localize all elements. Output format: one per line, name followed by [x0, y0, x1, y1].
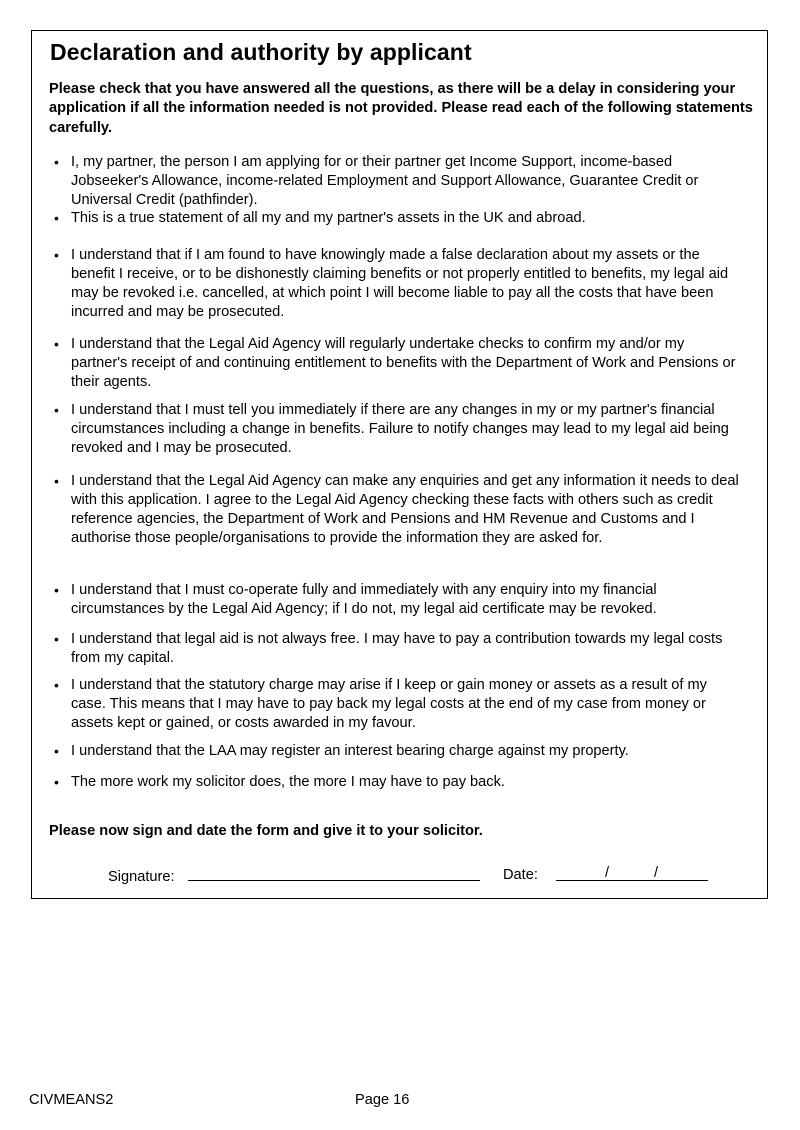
- statement-item: [54, 630, 744, 668]
- bullet-icon: •: [54, 743, 59, 759]
- bullet-icon: •: [54, 582, 59, 598]
- statement-item: [54, 246, 744, 322]
- bullet-icon: •: [54, 473, 59, 489]
- bullet-icon: •: [54, 336, 59, 352]
- statement-item: [54, 773, 744, 792]
- statement-text: I, my partner, the person I am applying for or their partner get Income Support, income-based Jobseeker's Allowance, income-related Employment and Support Allowance, Guarantee Credit or Universal Credit (pathfinder).: [71, 154, 699, 208]
- statement-text: This is a true statement of all my and my partner's assets in the UK and abroad.: [71, 210, 586, 226]
- statement-text: I understand that I must tell you immediately if there are any changes in my or my partner's financial circumstances including a change in benefits. Failure to notify changes may lead to my legal aid being revoked and I may be prosecuted.: [71, 402, 729, 456]
- statement-text: I understand that the statutory charge may arise if I keep or gain money or assets as a result of my case. This means that I may have to pay back my legal costs at the end of my case from money or assets kept or gained, or costs awarded in my favour.: [71, 677, 707, 731]
- statement-text: I understand that the Legal Aid Agency can make any enquiries and get any information it needs to deal with this application. I agree to the Legal Aid Agency checking these facts with others such as credit reference agencies, the Department of Work and Pensions and HM Revenue and Customs and I authorise those people/organisations to provide the information they are asked for.: [71, 473, 739, 546]
- statement-item: [54, 581, 744, 619]
- form-code: CIVMEANS2: [29, 1092, 114, 1108]
- signature-field[interactable]: [188, 880, 480, 881]
- bullet-icon: •: [54, 631, 59, 647]
- section-title: Declaration and authority by applicant: [50, 39, 472, 65]
- statement-text: I understand that the Legal Aid Agency will regularly undertake checks to confirm my and/or my partner's receipt of and continuing entitlement to benefits with the Department of Work and Pensions or their agents.: [71, 336, 736, 390]
- statement-text: I understand that if I am found to have knowingly made a false declaration about my assets or the benefit I receive, or to be dishonestly claiming benefits or not properly entitled to benefits, my legal aid may be revoked i.e. cancelled, at which point I will become liable to pay all the costs that have been incurred and may be prosecuted.: [71, 247, 729, 320]
- page-number: Page 16: [355, 1092, 410, 1108]
- statement-item: [54, 335, 744, 392]
- statement-item: [54, 742, 744, 761]
- statement-item: [54, 676, 744, 733]
- declaration-box: [31, 30, 768, 899]
- date-separator: /: [654, 865, 659, 881]
- intro-text: Please check that you have answered all the questions, as there will be a delay in considering your application if all the information needed is not provided. Please read each of the following statements carefully.: [49, 81, 753, 136]
- statement-text: I understand that the LAA may register an interest bearing charge against my property.: [71, 743, 629, 759]
- bullet-icon: •: [54, 774, 59, 790]
- bullet-icon: •: [54, 677, 59, 693]
- statement-text: I understand that legal aid is not always free. I may have to pay a contribution towards my legal costs from my capital.: [71, 631, 723, 666]
- statement-item: [54, 209, 744, 228]
- closing-instruction: Please now sign and date the form and give it to your solicitor.: [49, 823, 483, 839]
- date-field[interactable]: [556, 880, 708, 881]
- bullet-icon: •: [54, 154, 59, 170]
- signature-label: Signature:: [108, 869, 175, 885]
- date-label: Date:: [503, 867, 538, 883]
- date-separator: /: [605, 865, 610, 881]
- bullet-icon: •: [54, 210, 59, 226]
- bullet-icon: •: [54, 247, 59, 263]
- statement-item: [54, 153, 744, 210]
- statement-item: [54, 401, 744, 458]
- bullet-icon: •: [54, 402, 59, 418]
- statement-text: The more work my solicitor does, the more I may have to pay back.: [71, 774, 505, 790]
- statement-item: [54, 472, 744, 548]
- statement-text: I understand that I must co-operate fully and immediately with any enquiry into my financial circumstances by the Legal Aid Agency; if I do not, my legal aid certificate may be revoked.: [71, 582, 657, 617]
